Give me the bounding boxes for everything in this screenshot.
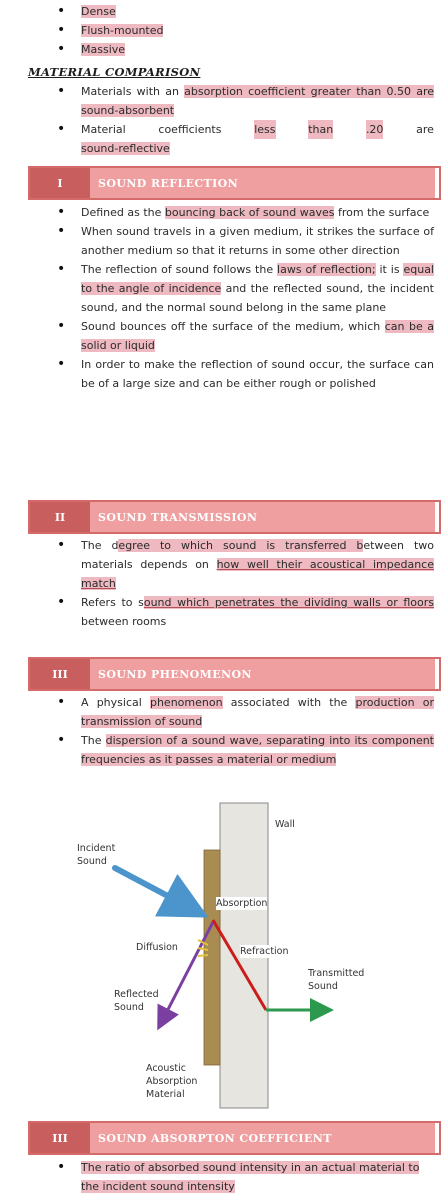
word: are — [416, 123, 434, 136]
highlighted-text: phenomenon — [149, 696, 223, 709]
text: Sound bounces off the surface of the medium, which — [81, 320, 385, 333]
highlighted-text: laws of reflection; — [277, 263, 376, 276]
text: Materials with an — [81, 85, 185, 98]
text: The — [81, 734, 106, 747]
word: • Material — [81, 123, 126, 136]
text: Refers to s — [81, 596, 144, 609]
text: from the surface — [334, 206, 430, 219]
material-comparison-list — [0, 82, 448, 158]
text: Defined as the — [81, 206, 165, 219]
list-item — [0, 203, 448, 222]
highlighted-text: egree to which sound is transferred b — [118, 539, 364, 552]
absorption-material-shape — [204, 850, 220, 1065]
text: etween two materials depends on — [81, 539, 434, 571]
section-title: SOUND TRANSMISSION — [90, 502, 435, 532]
spaced-line — [81, 120, 434, 139]
highlighted-text: absorption coefficient greater than 0.50 are sound-absorbent — [81, 85, 434, 117]
material-comparison-title: MATERIAL COMPARISON — [28, 65, 201, 79]
list-item — [0, 1158, 448, 1196]
text: and the reflected sound, the incident sound, and the normal sound belong in the same plane — [81, 282, 434, 314]
highlighted-text: sound-reflective — [81, 142, 170, 155]
word: .20 — [366, 120, 384, 139]
text: A physical — [81, 696, 150, 709]
list-item-text: Dense — [81, 5, 116, 18]
list-item — [0, 40, 448, 59]
acoustic-material-label: Acoustic Absorption Material — [146, 1063, 198, 1100]
highlighted-text: production or transmission of sound — [81, 696, 434, 728]
highlighted-text: equal to the angle of incidence — [81, 263, 434, 295]
text: associated with the — [222, 696, 356, 709]
list-item-text: Flush-mounted — [81, 24, 164, 37]
section-header-transmission — [28, 500, 441, 534]
refraction-label: Refraction — [240, 946, 289, 957]
text: When sound travels in a given medium, it strikes the surface of another medium so that it returns in some other direction — [81, 225, 434, 257]
highlighted-text: The ratio of absorbed sound intensity in an actual material to the incident sound intensity — [81, 1161, 420, 1193]
section-header-absorption-coefficient — [28, 1121, 441, 1155]
list-item — [0, 2, 448, 21]
list-item — [0, 536, 448, 593]
incident-sound-arrow — [115, 868, 198, 912]
section-number: III — [30, 659, 90, 689]
section-title: SOUND PHENOMENON — [90, 659, 435, 689]
section-title: SOUND REFLECTION — [90, 168, 435, 198]
diffusion-label: Diffusion — [136, 942, 178, 953]
property-list — [0, 2, 448, 59]
section-title: SOUND ABSORPTON COEFFICIENT — [90, 1123, 435, 1153]
sound-phenomena-diagram — [70, 800, 400, 1120]
highlighted-text: how well their acoustical impedance match — [81, 558, 434, 590]
section-header-phenomenon — [28, 657, 441, 691]
text: it is — [375, 263, 404, 276]
list-item — [0, 222, 448, 260]
reflection-list — [0, 203, 448, 393]
list-item — [0, 317, 448, 355]
list-item — [0, 82, 448, 120]
list-item — [0, 260, 448, 317]
word: than — [308, 120, 333, 139]
absorption-label: Absorption — [216, 898, 268, 909]
reflected-sound-label: Reflected Sound — [114, 989, 159, 1013]
highlighted-text: ound which penetrates the dividing walls or floors — [143, 596, 434, 609]
highlighted-text: can be a solid or liquid — [81, 320, 434, 352]
text: In order to make the reflection of sound occur, the surface can be of a large size and can be either rough or polished — [81, 358, 434, 390]
transmission-list — [0, 536, 448, 631]
word: coefficients — [158, 123, 222, 136]
text: between rooms — [81, 615, 167, 628]
diffusion-mark — [198, 955, 208, 956]
list-item — [0, 593, 448, 631]
phenomenon-list — [0, 693, 448, 769]
section-header-reflection — [28, 166, 441, 200]
highlighted-text: dispersion of a sound wave, separating into its component frequencies as it passes a material or medium — [81, 734, 434, 766]
list-item-text: Massive — [81, 43, 126, 56]
list-item — [0, 731, 448, 769]
list-item — [0, 120, 448, 158]
incident-sound-label: Incident Sound — [77, 843, 116, 867]
section-number: I — [30, 168, 90, 198]
wall-label: Wall — [275, 819, 295, 830]
absorption-coefficient-list — [0, 1158, 448, 1196]
text: The reflection of sound follows the — [81, 263, 278, 276]
section-number: III — [30, 1123, 90, 1153]
diagram-svg — [70, 800, 400, 1120]
word: less — [254, 120, 275, 139]
list-item — [0, 21, 448, 40]
transmitted-sound-label: Transmitted Sound — [308, 968, 365, 992]
text: The d — [81, 539, 119, 552]
section-number: II — [30, 502, 90, 532]
list-item — [0, 355, 448, 393]
highlighted-text: bouncing back of sound waves — [164, 206, 335, 219]
list-item — [0, 693, 448, 731]
